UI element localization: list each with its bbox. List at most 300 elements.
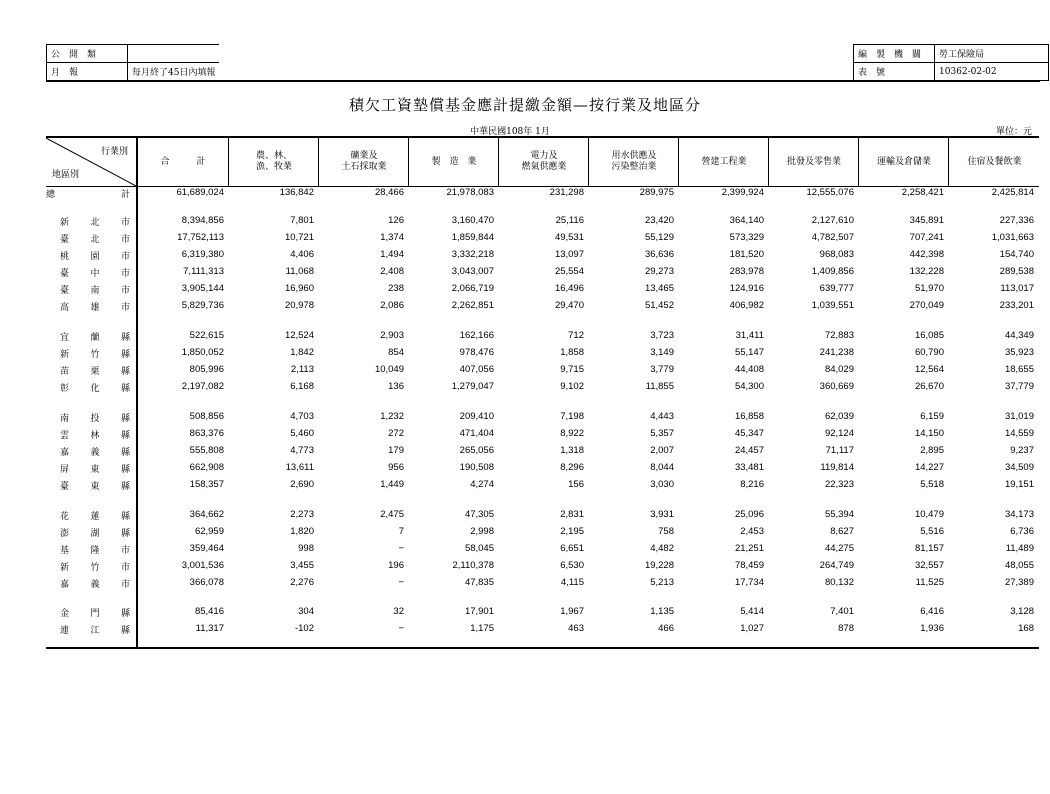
- cell-value: 6,530: [560, 560, 584, 571]
- cell-value: 7,401: [830, 606, 854, 617]
- cell-value: 7,198: [560, 411, 584, 422]
- cell-value: 11,525: [915, 577, 944, 588]
- cell-value: 3,905,144: [181, 283, 224, 294]
- cell-value: 1,858: [560, 347, 584, 358]
- cell-value: 1,374: [380, 232, 404, 243]
- cell-value: 29,470: [554, 300, 584, 311]
- cell-value: 3,779: [650, 364, 674, 375]
- cell-value: 6,416: [920, 606, 944, 617]
- cell-value: 48,055: [1004, 560, 1034, 571]
- table-row: [46, 248, 1039, 262]
- table-row: [46, 410, 1039, 424]
- cell-value: 2,127,610: [811, 215, 854, 226]
- cell-value: 24,457: [734, 445, 764, 456]
- cell-value: 3,043,007: [451, 266, 494, 277]
- column-header: 住宿及餐飲業: [948, 138, 1040, 186]
- cell-value: 62,039: [824, 411, 854, 422]
- cell-value: 304: [298, 606, 314, 617]
- cell-value: 11,489: [1005, 543, 1034, 554]
- cell-value: 58,045: [464, 543, 494, 554]
- table-row: [46, 346, 1039, 360]
- cell-value: 4,274: [470, 479, 494, 490]
- cell-value: 3,455: [290, 560, 314, 571]
- cell-value: 7: [398, 526, 404, 537]
- region-name: 澎 湖 縣: [60, 529, 130, 539]
- agency-box: [853, 44, 1049, 81]
- cell-value: 233,201: [999, 300, 1034, 311]
- cell-value: 863,376: [189, 428, 224, 439]
- column-header: 農、林、 漁、牧業: [228, 138, 319, 186]
- cell-value: 37,779: [1004, 381, 1034, 392]
- cell-value: 8,922: [560, 428, 584, 439]
- cell-value: -102: [294, 623, 314, 634]
- cell-value: 407,056: [459, 364, 494, 375]
- table-row: [46, 508, 1039, 522]
- cell-value: 978,476: [459, 347, 494, 358]
- cell-value: 19,228: [644, 560, 674, 571]
- cell-value: 14,150: [914, 428, 944, 439]
- cell-value: 21,251: [734, 543, 764, 554]
- region-name: 連 江 縣: [60, 626, 130, 636]
- cell-value: 264,749: [819, 560, 854, 571]
- cell-value: 7,111,313: [183, 266, 224, 277]
- cell-value: 33,481: [734, 462, 764, 473]
- cell-value: 471,404: [459, 428, 494, 439]
- form-no-value: 10362-02-02: [935, 63, 1049, 81]
- cell-value: 25,096: [734, 509, 764, 520]
- cell-value: 2,195: [560, 526, 584, 537]
- cell-value: 17,901: [464, 606, 494, 617]
- report-class-label: 公開類: [47, 45, 128, 63]
- cell-value: 10,049: [374, 364, 404, 375]
- cell-value: 126: [388, 215, 404, 226]
- cell-value: 4,115: [560, 577, 584, 588]
- cell-value: 4,406: [290, 249, 314, 260]
- cell-value: 805,996: [189, 364, 224, 375]
- cell-value: 4,773: [290, 445, 314, 456]
- report-class-box: [46, 44, 219, 81]
- table-bottom-rule: [46, 647, 1039, 649]
- column-header: 礦業及 土石採取業: [318, 138, 409, 186]
- column-header: 電力及 燃氣供應業: [498, 138, 589, 186]
- report-period: 中華民國108年 1月: [470, 127, 550, 137]
- cell-value: 92,124: [824, 428, 854, 439]
- cell-value: 44,275: [824, 543, 854, 554]
- cell-value: 8,216: [740, 479, 764, 490]
- cell-value: 1,135: [650, 606, 674, 617]
- region-name: 苗 栗 縣: [60, 367, 130, 377]
- cell-value: 44,408: [734, 364, 764, 375]
- cell-value: 5,213: [650, 577, 674, 588]
- cell-value: 2,399,924: [721, 187, 764, 198]
- cell-value: 522,615: [189, 330, 224, 341]
- cell-value: 23,420: [644, 215, 674, 226]
- cell-value: 2,895: [920, 445, 944, 456]
- cell-value: 956: [388, 462, 404, 473]
- cell-value: 16,858: [734, 411, 764, 422]
- cell-value: 5,829,736: [181, 300, 224, 311]
- cell-value: 12,524: [284, 330, 314, 341]
- cell-value: 238: [388, 283, 404, 294]
- region-name: 屏 東 縣: [60, 465, 130, 475]
- cell-value: 5,414: [740, 606, 764, 617]
- cell-value: 49,531: [554, 232, 584, 243]
- cell-value: 2,273: [290, 509, 314, 520]
- table-row: [46, 478, 1039, 492]
- cell-value: −: [398, 623, 404, 634]
- cell-value: 132,228: [909, 266, 944, 277]
- cell-value: 21,978,083: [446, 187, 494, 198]
- table-row: [46, 380, 1039, 394]
- cell-value: 31,411: [735, 330, 764, 341]
- cell-value: 35,923: [1004, 347, 1034, 358]
- cell-value: 54,300: [734, 381, 764, 392]
- cell-value: 2,110,378: [452, 560, 494, 571]
- cell-value: 2,007: [650, 445, 674, 456]
- cell-value: 31,019: [1004, 411, 1034, 422]
- cell-value: 136: [388, 381, 404, 392]
- table-row: [46, 605, 1039, 619]
- table-row: [46, 265, 1039, 279]
- cell-value: 360,669: [819, 381, 854, 392]
- cell-value: 5,357: [650, 428, 674, 439]
- table-row: [46, 622, 1039, 636]
- cell-value: 26,670: [914, 381, 944, 392]
- region-name: 南 投 縣: [60, 414, 130, 424]
- cell-value: 2,831: [560, 509, 584, 520]
- cell-value: 84,029: [824, 364, 854, 375]
- cell-value: 55,147: [734, 347, 764, 358]
- cell-value: 36,636: [644, 249, 674, 260]
- cell-value: 442,398: [909, 249, 944, 260]
- table-row: [46, 559, 1039, 573]
- table-row: [46, 329, 1039, 343]
- cell-value: 366,078: [189, 577, 224, 588]
- cell-value: 2,453: [740, 526, 764, 537]
- cell-value: 55,394: [824, 509, 854, 520]
- cell-value: 196: [388, 560, 404, 571]
- cell-value: 2,408: [380, 266, 404, 277]
- cell-value: 3,030: [650, 479, 674, 490]
- cell-value: 22,323: [824, 479, 854, 490]
- cell-value: 20,978: [284, 300, 314, 311]
- cell-value: 16,085: [914, 330, 944, 341]
- region-name: 新 北 市: [60, 218, 130, 228]
- cell-value: 3,332,218: [451, 249, 494, 260]
- cell-value: 25,116: [555, 215, 584, 226]
- cell-value: 11,855: [645, 381, 674, 392]
- cell-value: 8,044: [650, 462, 674, 473]
- cell-value: 1,318: [560, 445, 584, 456]
- data-table: [46, 136, 1039, 649]
- cell-value: 289,975: [639, 187, 674, 198]
- agency-label: 編製機關: [854, 45, 935, 63]
- cell-value: 28,466: [374, 187, 404, 198]
- cell-value: 712: [568, 330, 584, 341]
- column-header: 運輸及倉儲業: [858, 138, 949, 186]
- cell-value: 1,494: [380, 249, 404, 260]
- table-row: [46, 214, 1039, 228]
- column-header: 用水供應及 污染整治業: [588, 138, 679, 186]
- cell-value: 168: [1018, 623, 1034, 634]
- cell-value: 6,319,380: [181, 249, 224, 260]
- table-row: [46, 461, 1039, 475]
- cell-value: 154,740: [999, 249, 1034, 260]
- cell-value: 72,883: [824, 330, 854, 341]
- cell-value: 14,227: [914, 462, 944, 473]
- cell-value: 51,970: [914, 283, 944, 294]
- cell-value: 758: [658, 526, 674, 537]
- table-row: [46, 576, 1039, 590]
- cell-value: 289,538: [999, 266, 1034, 277]
- cell-value: 51,452: [644, 300, 674, 311]
- cell-value: 5,518: [920, 479, 944, 490]
- cell-value: 16,496: [554, 283, 584, 294]
- table-row: [46, 363, 1039, 377]
- cell-value: 359,464: [189, 543, 224, 554]
- region-name: 臺 北 市: [60, 235, 130, 245]
- cell-value: 463: [568, 623, 584, 634]
- cell-value: 555,808: [189, 445, 224, 456]
- cell-value: 4,782,507: [811, 232, 854, 243]
- region-name: 嘉 義 市: [60, 580, 130, 590]
- cell-value: 3,001,536: [181, 560, 224, 571]
- cell-value: 4,482: [650, 543, 674, 554]
- cell-value: 2,998: [470, 526, 494, 537]
- cell-value: 2,425,814: [991, 187, 1034, 198]
- cell-value: 639,777: [819, 283, 854, 294]
- cell-value: 231,298: [549, 187, 584, 198]
- table-row: [46, 525, 1039, 539]
- cell-value: 1,175: [470, 623, 494, 634]
- table-row: [46, 231, 1039, 245]
- cell-value: 12,564: [914, 364, 944, 375]
- cell-value: 29,273: [644, 266, 674, 277]
- cell-value: 158,357: [189, 479, 224, 490]
- region-name: 花 蓮 縣: [60, 512, 130, 522]
- cell-value: 5,516: [920, 526, 944, 537]
- cell-value: 17,752,113: [177, 232, 224, 243]
- region-name: 臺 中 市: [60, 269, 130, 279]
- cell-value: 1,820: [290, 526, 314, 537]
- cell-value: 32: [393, 606, 404, 617]
- column-header: 營建工程業: [678, 138, 769, 186]
- cell-value: 119,814: [820, 462, 854, 473]
- cell-value: 181,520: [729, 249, 764, 260]
- cell-value: 4,443: [650, 411, 674, 422]
- unit-label: 單位：元: [995, 127, 1032, 137]
- cell-value: 9,102: [560, 381, 584, 392]
- column-header: 批發及零售業: [768, 138, 859, 186]
- cell-value: 364,662: [189, 509, 224, 520]
- cell-value: 10,479: [914, 509, 944, 520]
- cell-value: 162,166: [459, 330, 494, 341]
- cell-value: 1,279,047: [451, 381, 494, 392]
- table-header: [46, 136, 1039, 187]
- form-no-label: 表號: [854, 63, 935, 81]
- cell-value: 13,465: [644, 283, 674, 294]
- cell-value: 62,959: [194, 526, 224, 537]
- cell-value: 25,554: [554, 266, 584, 277]
- cell-value: 45,347: [734, 428, 764, 439]
- cell-value: 1,039,551: [811, 300, 854, 311]
- table-row: [46, 542, 1039, 556]
- cell-value: 2,690: [290, 479, 314, 490]
- cell-value: 1,409,856: [811, 266, 854, 277]
- cell-value: 707,241: [909, 232, 944, 243]
- cell-value: 3,931: [650, 509, 674, 520]
- cell-value: 1,027: [740, 623, 764, 634]
- column-header: 製 造 業: [408, 138, 499, 186]
- cell-value: 1,967: [560, 606, 584, 617]
- cell-value: 3,160,470: [451, 215, 494, 226]
- cell-value: 508,856: [189, 411, 224, 422]
- region-name: 新 竹 縣: [60, 350, 130, 360]
- cell-value: 17,734: [734, 577, 764, 588]
- cell-value: 6,736: [1010, 526, 1034, 537]
- agency-value: 勞工保險局: [935, 45, 1049, 63]
- cell-value: 2,066,719: [451, 283, 494, 294]
- cell-value: 8,627: [830, 526, 854, 537]
- region-name: 彰 化 縣: [60, 384, 130, 394]
- cell-value: 466: [658, 623, 674, 634]
- cell-value: 7,801: [290, 215, 314, 226]
- cell-value: 406,982: [729, 300, 764, 311]
- cell-value: 6,159: [920, 411, 944, 422]
- cell-value: 113,017: [1000, 283, 1034, 294]
- cell-value: 11,068: [285, 266, 314, 277]
- region-name: 嘉 義 縣: [60, 448, 130, 458]
- cell-value: 16,960: [284, 283, 314, 294]
- region-name: 臺 南 市: [60, 286, 130, 296]
- cell-value: 9,715: [560, 364, 584, 375]
- cell-value: 3,723: [650, 330, 674, 341]
- cell-value: 12,555,076: [806, 187, 854, 198]
- cell-value: 80,132: [824, 577, 854, 588]
- stub-header: [46, 138, 136, 186]
- cell-value: 55,129: [644, 232, 674, 243]
- region-name: 宜 蘭 縣: [60, 333, 130, 343]
- cell-value: 345,891: [909, 215, 944, 226]
- cell-value: 1,936: [920, 623, 944, 634]
- cell-value: 14,559: [1004, 428, 1034, 439]
- cell-value: 19,151: [1004, 479, 1034, 490]
- cell-value: 71,117: [825, 445, 854, 456]
- cell-value: 6,651: [560, 543, 584, 554]
- stub-industry-label: 行業別: [100, 147, 128, 157]
- cell-value: 272: [388, 428, 404, 439]
- cell-value: 5,460: [290, 428, 314, 439]
- cell-value: 854: [388, 347, 404, 358]
- cell-value: 179: [388, 445, 404, 456]
- cell-value: 270,049: [909, 300, 944, 311]
- cell-value: 265,056: [459, 445, 494, 456]
- column-header: 合 計: [160, 156, 206, 167]
- cell-value: 1,232: [380, 411, 404, 422]
- cell-value: 190,508: [459, 462, 494, 473]
- cell-value: 3,149: [650, 347, 674, 358]
- cell-value: 27,389: [1004, 577, 1034, 588]
- cell-value: 81,157: [914, 543, 944, 554]
- table-row: [46, 444, 1039, 458]
- region-name: 桃 園 市: [60, 252, 130, 262]
- total-row: [46, 186, 1039, 200]
- cell-value: 2,197,082: [181, 381, 224, 392]
- cell-value: 283,978: [729, 266, 764, 277]
- cell-value: 878: [838, 623, 854, 634]
- cell-value: 34,173: [1004, 509, 1034, 520]
- cell-value: 662,908: [189, 462, 224, 473]
- cell-value: 2,262,851: [451, 300, 494, 311]
- stub-region-label: 地區別: [52, 170, 80, 180]
- cell-value: 47,305: [464, 509, 494, 520]
- cell-value: 3,128: [1010, 606, 1034, 617]
- cell-value: 47,835: [464, 577, 494, 588]
- cell-value: 4,703: [290, 411, 314, 422]
- cell-value: 364,140: [729, 215, 764, 226]
- cell-value: 13,097: [554, 249, 584, 260]
- region-name: 臺 東 縣: [60, 482, 130, 492]
- table-row: [46, 282, 1039, 296]
- cell-value: 13,611: [285, 462, 314, 473]
- table-row: [46, 427, 1039, 441]
- cell-value: 9,237: [1010, 445, 1034, 456]
- cell-value: 6,168: [290, 381, 314, 392]
- cell-value: 241,238: [819, 347, 854, 358]
- cell-value: −: [398, 577, 404, 588]
- report-freq-label: 月報: [47, 63, 128, 81]
- page-title: 積欠工資墊償基金應計提繳金額—按行業及地區分: [348, 96, 701, 114]
- cell-value: 998: [298, 543, 314, 554]
- cell-value: 8,394,856: [181, 215, 224, 226]
- cell-value: 1,842: [290, 347, 314, 358]
- cell-value: 85,416: [194, 606, 224, 617]
- cell-value: 61,689,024: [176, 187, 224, 198]
- region-name: 高 雄 市: [60, 303, 130, 313]
- report-deadline: 每月終了45日內填報: [128, 63, 220, 81]
- cell-value: 2,113: [290, 364, 314, 375]
- cell-value: −: [398, 543, 404, 554]
- cell-value: 2,903: [380, 330, 404, 341]
- cell-value: 2,086: [380, 300, 404, 311]
- cell-value: 136,842: [279, 187, 314, 198]
- cell-value: 968,083: [819, 249, 854, 260]
- table-row: [46, 299, 1039, 313]
- cell-value: 209,410: [459, 411, 494, 422]
- region-name: 總 計: [46, 190, 130, 200]
- cell-value: 8,296: [560, 462, 584, 473]
- region-name: 金 門 縣: [60, 609, 130, 619]
- cell-value: 573,329: [729, 232, 764, 243]
- cell-value: 32,557: [914, 560, 944, 571]
- cell-value: 2,258,421: [901, 187, 944, 198]
- cell-value: 78,459: [734, 560, 764, 571]
- cell-value: 2,276: [290, 577, 314, 588]
- cell-value: 1,850,052: [181, 347, 224, 358]
- cell-value: 11,317: [195, 623, 224, 634]
- cell-value: 1,449: [380, 479, 404, 490]
- cell-value: 1,859,844: [451, 232, 494, 243]
- cell-value: 1,031,663: [991, 232, 1034, 243]
- cell-value: 18,655: [1004, 364, 1034, 375]
- cell-value: 227,336: [999, 215, 1034, 226]
- cell-value: 60,790: [914, 347, 944, 358]
- cell-value: 44,349: [1004, 330, 1034, 341]
- cell-value: 10,721: [284, 232, 314, 243]
- region-name: 基 隆 市: [60, 546, 130, 556]
- cell-value: 34,509: [1004, 462, 1034, 473]
- region-name: 新 竹 市: [60, 563, 130, 573]
